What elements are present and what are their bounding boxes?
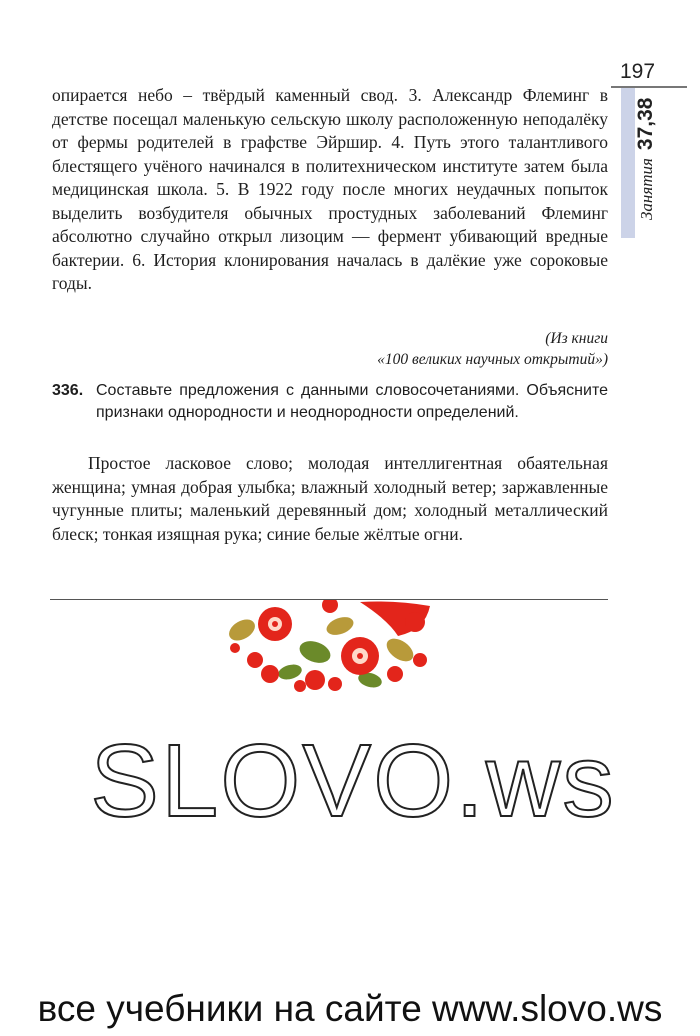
footer-text: все учебники на сайте www.slovo.ws — [37, 988, 663, 1029]
exercise-number: 336. — [52, 382, 84, 399]
lesson-label — [634, 98, 658, 221]
source-line-1: (Из книги — [545, 330, 608, 347]
lesson-label-text: Занятия — [637, 158, 656, 220]
exercise-instruction: Составьте предложения с данными словосочетаниями. Объясните признаки однородности и неоднородности определений. — [96, 382, 608, 421]
lesson-numbers: 37,38 — [634, 97, 657, 151]
exercise-336 — [52, 380, 608, 423]
source-citation — [52, 328, 608, 370]
exercise-phrases: Простое ласковое слово; молодая интеллигентная обаятельная женщина; умная добрая улыбка; влажный холодный ветер; заржавленные чугунные плиты; маленький деревянный дом; холодный металлический блеск; тонкая изящная рука; синие белые жёлтые огни. — [52, 453, 608, 544]
source-line-2: «100 великих научных открытий») — [377, 351, 608, 368]
side-band — [621, 88, 635, 238]
watermark-logo: SLOVO.ws — [90, 723, 616, 838]
floral-ornament-icon — [220, 600, 440, 692]
text-paragraph: опирается небо – твёрдый каменный свод. 3. Александр Флеминг в детстве посещал маленькую сельскую школу расположенную неподалёку от фермы родителей в графстве Эйршир. 4. Путь этого талантливого блестящего учёного начинался в политехническом институте затем была медицинская школа. 5. В 1922 году после многих неудачных попыток выделить возбудителя обычных простудных заболеваний Флеминг абсолютно случайно открыл лизоцим — фермент убивающий вредные бактерии. 6. История клонирования началась в далёкие уже сороковые годы. — [52, 85, 608, 293]
page-number: 197 — [620, 60, 656, 83]
